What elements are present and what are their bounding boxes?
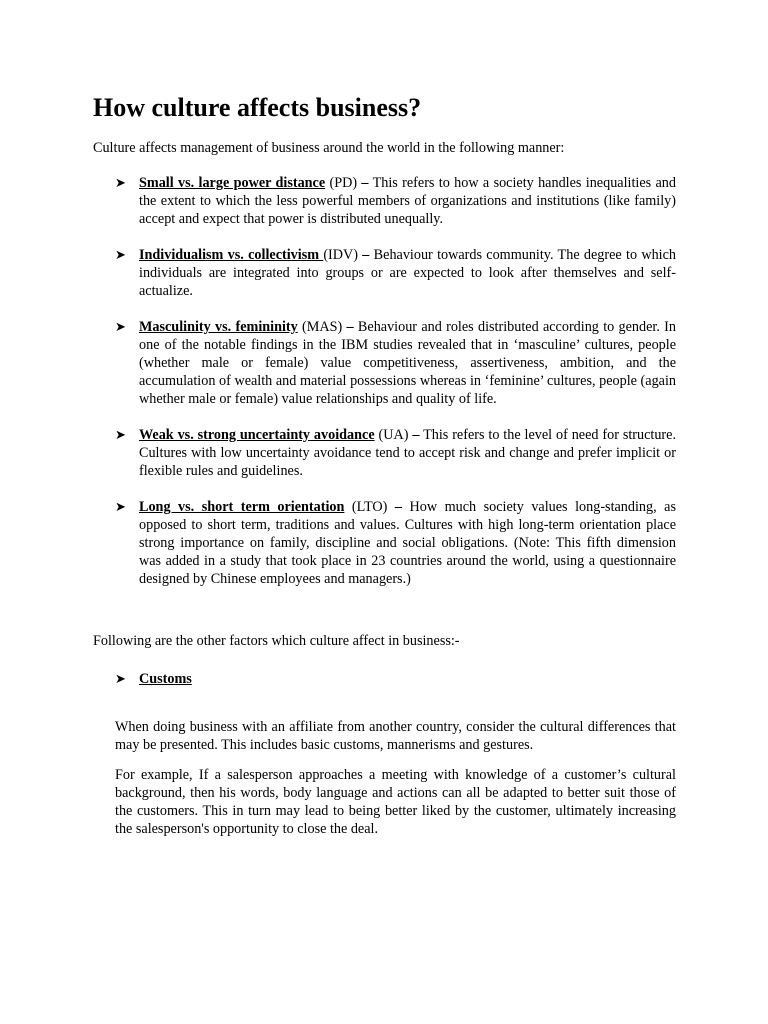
dimension-item-power-distance [93,174,676,228]
intro-paragraph: Culture affects management of business around the world in the following manner: [93,140,565,156]
dimensions-list [93,174,676,588]
dimension-dash: – [346,319,354,335]
dimension-abbr: (UA) [374,427,413,443]
customs-paragraph: When doing business with an affiliate from another country, consider the cultural differences that may be presented. This includes basic customs, mannerisms and gestures. [115,719,676,753]
dimension-abbr: (MAS) [297,319,347,335]
dimension-term: Long vs. short term orientation [139,499,345,515]
dimension-text: This refers to how a society handles inequalities and the extent to which the less powerful members of organizations and institutions (like family) accept and expect that power is distributed unequally. [139,175,676,227]
dimension-text: Behaviour towards community. The degree to which individuals are integrated into groups or are expected to look after themselves and self-actualize. [139,247,676,299]
dimension-item-uncertainty-avoidance [93,426,676,480]
arrow-bullet-icon: ➤ [115,499,126,514]
factor-item-customs [93,670,676,688]
spacer [93,606,676,632]
dimension-abbr: (LTO) [344,499,395,515]
dimension-item-individualism [93,246,676,300]
dimension-dash: – [362,247,370,263]
dimension-term: Weak vs. strong uncertainty avoidance [139,427,375,443]
customs-section [115,718,676,838]
arrow-bullet-icon: ➤ [115,319,126,334]
arrow-bullet-icon: ➤ [115,175,126,190]
dimension-term: Masculinity vs. femininity [139,319,298,335]
dimension-dash: – [361,175,369,191]
arrow-bullet-icon: ➤ [115,247,126,262]
dimension-dash: – [412,427,420,443]
dimension-term: Small vs. large power distance [139,175,326,191]
dimension-abbr: (IDV) [323,247,363,263]
dimension-item-term-orientation [93,498,676,588]
customs-paragraph: For example, If a salesperson approaches a meeting with knowledge of a customer’s cultural background, then his words, body language and actions can all be adapted to better suit those of the customers. This in turn may lead to being better liked by the customer, ultimately increasing the salesperson's opportunity to close the deal. [115,767,676,837]
arrow-bullet-icon: ➤ [115,671,126,686]
dimension-text: Behaviour and roles distributed according to gender. In one of the notable findings in the IBM studies revealed that in ‘masculine’ cultures, people (whether male or female) value competitiveness, assertiveness, ambition, and the accumulation of wealth and material possessions whereas in ‘feminine’ cultures, people (again whether male or female) value relationships and quality of life. [139,319,677,407]
page-title: How culture affects business? [93,93,422,122]
arrow-bullet-icon: ➤ [115,427,126,442]
dimension-text: How much society values long-standing, as opposed to short term, traditions and values. Cultures with high long-term orientation place strong importance on family, discipline and social obligations. (Note: This fifth dimension was added in a study that took place in 23 countries around the world, using a questionnaire designed by Chinese employees and managers.) [139,499,676,587]
following-paragraph: Following are the other factors which culture affect in business:- [93,633,460,649]
factors-list [93,670,676,688]
dimension-abbr: (PD) [325,175,362,191]
dimension-item-masculinity [93,318,676,408]
dimension-text: This refers to the level of need for structure. Cultures with low uncertainty avoidance tend to accept risk and change and prefer implicit or flexible rules and guidelines. [139,427,676,479]
dimension-term: Individualism vs. collectivism [139,247,324,263]
dimension-dash: – [394,499,402,515]
customs-heading: Customs [139,671,192,687]
